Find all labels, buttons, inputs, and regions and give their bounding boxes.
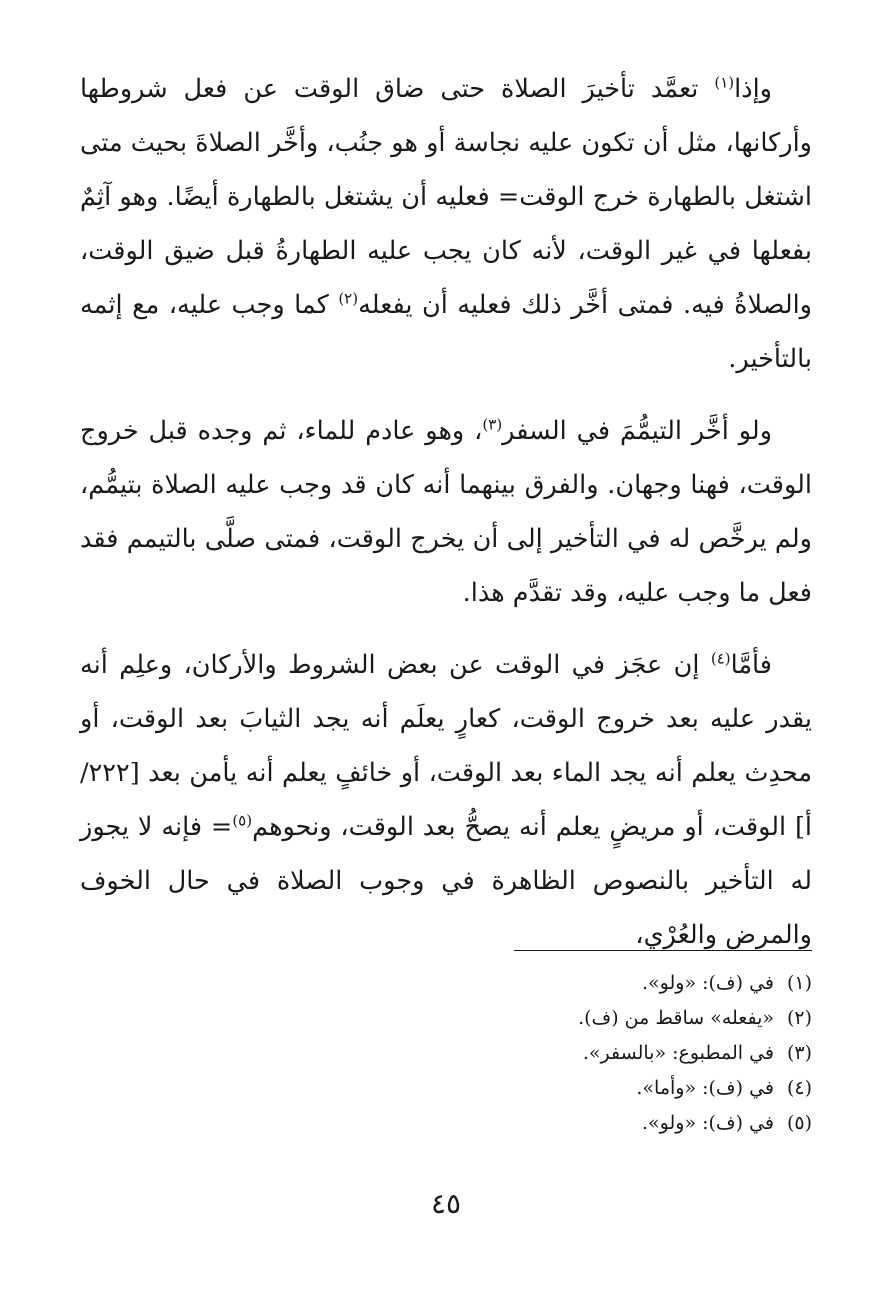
footnote-5 (252, 1106, 812, 1141)
footnote-text: «يفعله» ساقط من (ف). (578, 1007, 774, 1029)
footnote-text: في (ف): «ولو». (642, 1112, 774, 1134)
paragraph-3 (80, 638, 812, 962)
footnote-1 (252, 966, 812, 1001)
text-run: ولو أخَّر التيمُّمَ في السفر (502, 416, 773, 446)
footnote-marker-4: (٤) (710, 649, 731, 668)
footnote-number: (٢) (786, 1007, 812, 1029)
text-run: وإذا (734, 74, 772, 104)
footnote-text: في المطبوع: «بالسفر». (582, 1042, 774, 1064)
footnote-number: (١) (786, 972, 812, 994)
footnote-marker-2: (٢) (338, 289, 359, 308)
text-run: ، وهو عادم للماء، ثم وجده قبل خروج الوقت، فهنا وجهان. والفرق بينهما أنه كان قد وجب عليه الصلاة بتيمُّم، ولم يرخَّص له في التأخير إلى أن يخرج الوقت، فمتى صلَّى بالتيمم فقد فعل ما وجب عليه، وقد تقدَّم هذا. (80, 416, 812, 608)
paragraph-1 (80, 62, 812, 386)
text-run: فأمَّا (730, 650, 772, 680)
footnote-separator (514, 950, 812, 951)
footnote-4 (252, 1071, 812, 1106)
text-run: كما وجب عليه، مع إثمه بالتأخير. (80, 290, 812, 374)
footnote-number: (٣) (786, 1042, 812, 1064)
footnotes (252, 966, 812, 1141)
footnote-marker-1: (١) (714, 73, 735, 92)
paragraph-2 (80, 404, 812, 620)
main-text (80, 62, 812, 962)
text-run: تعمَّد تأخيرَ الصلاة حتى ضاق الوقت عن فعل شروطها وأركانها، مثل أن تكون عليه نجاسة أو هو جنُب، وأخَّر الصلاةَ بحيث متى اشتغل بالطهارة خرج الوقت= فعليه أن يشتغل بالطهارة أيضًا. وهو آثِمٌ بفعلها في غير الوقت، لأنه كان يجب عليه الطهارةُ قبل ضيق الوقت، والصلاةُ فيه. فمتى أخَّر ذلك فعليه أن يفعله (80, 74, 812, 320)
footnote-marker-5: (٥) (232, 811, 253, 830)
footnote-text: في (ف): «ولو». (642, 972, 774, 994)
footnote-2 (252, 1001, 812, 1036)
page-number: ٤٥ (430, 1187, 462, 1220)
footnote-marker-3: (٣) (482, 415, 503, 434)
footnote-text: في (ف): «وأما». (636, 1077, 774, 1099)
footnote-3 (252, 1036, 812, 1071)
footnote-number: (٤) (786, 1077, 812, 1099)
text-run: إن عجَز في الوقت عن بعض الشروط والأركان، وعلِم أنه يقدر عليه بعد خروج الوقت، كعارٍ يعلَم أنه يجد الثيابَ بعد الوقت، أو محدِث يعلم أنه يجد الماء بعد الوقت، أو خائفٍ يعلم أنه يأمن بعد [٢٢٢/ أ] الوقت، أو مريضٍ يعلم أنه يصحُّ بعد الوقت، ونحوهم (80, 650, 813, 842)
text-run: = فإنه لا يجوز له التأخير بالنصوص الظاهرة في وجوب الصلاة في حال الخوف والمرض والعُرْي، (80, 812, 812, 950)
footnote-number: (٥) (786, 1112, 812, 1134)
